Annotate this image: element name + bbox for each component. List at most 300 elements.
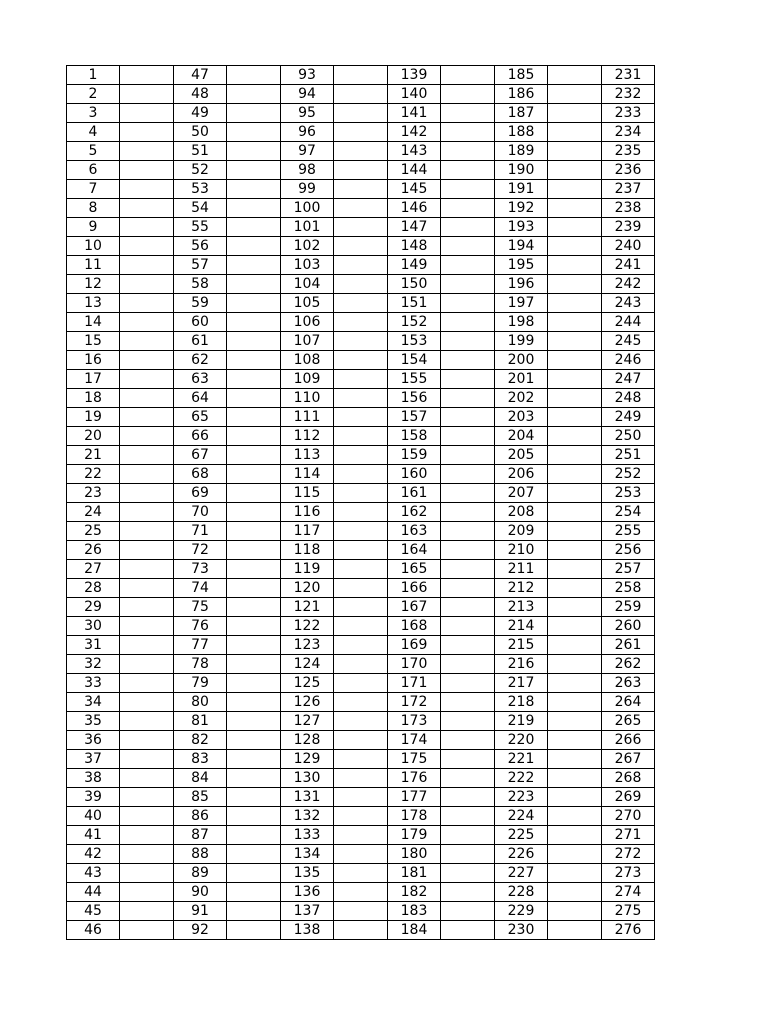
blank-cell [441, 864, 495, 883]
number-cell: 186 [495, 85, 548, 104]
blank-cell [441, 921, 495, 940]
number-cell: 95 [281, 104, 334, 123]
number-cell: 210 [495, 541, 548, 560]
blank-cell [441, 788, 495, 807]
number-cell: 34 [67, 693, 120, 712]
blank-cell [120, 693, 174, 712]
number-cell: 82 [174, 731, 227, 750]
blank-cell [120, 370, 174, 389]
number-cell: 263 [602, 674, 655, 693]
number-cell: 15 [67, 332, 120, 351]
number-cell: 202 [495, 389, 548, 408]
number-cell: 142 [388, 123, 441, 142]
blank-cell [334, 218, 388, 237]
number-cell: 143 [388, 142, 441, 161]
table-row [67, 731, 655, 750]
blank-cell [441, 712, 495, 731]
blank-cell [334, 427, 388, 446]
number-cell: 211 [495, 560, 548, 579]
blank-cell [227, 598, 281, 617]
blank-cell [334, 370, 388, 389]
table-row [67, 712, 655, 731]
number-cell: 241 [602, 256, 655, 275]
blank-cell [120, 522, 174, 541]
blank-cell [441, 446, 495, 465]
number-cell: 204 [495, 427, 548, 446]
number-cell: 103 [281, 256, 334, 275]
blank-cell [334, 484, 388, 503]
blank-cell [334, 256, 388, 275]
blank-cell [227, 275, 281, 294]
blank-cell [120, 769, 174, 788]
number-cell: 80 [174, 693, 227, 712]
number-cell: 92 [174, 921, 227, 940]
blank-cell [441, 693, 495, 712]
blank-cell [120, 446, 174, 465]
number-cell: 275 [602, 902, 655, 921]
blank-cell [227, 845, 281, 864]
number-cell: 73 [174, 560, 227, 579]
blank-cell [548, 883, 602, 902]
table-row [67, 769, 655, 788]
number-cell: 239 [602, 218, 655, 237]
number-cell: 63 [174, 370, 227, 389]
blank-cell [227, 104, 281, 123]
number-cell: 109 [281, 370, 334, 389]
blank-cell [548, 864, 602, 883]
number-cell: 113 [281, 446, 334, 465]
blank-cell [441, 731, 495, 750]
blank-cell [441, 313, 495, 332]
numbered-grid-table [66, 65, 655, 940]
number-cell: 182 [388, 883, 441, 902]
number-cell: 147 [388, 218, 441, 237]
blank-cell [548, 750, 602, 769]
blank-cell [334, 693, 388, 712]
blank-cell [334, 712, 388, 731]
number-cell: 120 [281, 579, 334, 598]
number-cell: 54 [174, 199, 227, 218]
blank-cell [227, 199, 281, 218]
table-row [67, 199, 655, 218]
number-cell: 199 [495, 332, 548, 351]
number-cell: 181 [388, 864, 441, 883]
number-cell: 86 [174, 807, 227, 826]
table-row [67, 142, 655, 161]
blank-cell [227, 313, 281, 332]
blank-cell [548, 522, 602, 541]
number-cell: 188 [495, 123, 548, 142]
number-cell: 249 [602, 408, 655, 427]
blank-cell [441, 598, 495, 617]
blank-cell [227, 522, 281, 541]
number-cell: 231 [602, 66, 655, 85]
blank-cell [441, 275, 495, 294]
number-cell: 78 [174, 655, 227, 674]
number-cell: 140 [388, 85, 441, 104]
blank-cell [548, 712, 602, 731]
number-cell: 2 [67, 85, 120, 104]
number-cell: 161 [388, 484, 441, 503]
blank-cell [334, 389, 388, 408]
number-cell: 102 [281, 237, 334, 256]
number-cell: 84 [174, 769, 227, 788]
number-cell: 214 [495, 617, 548, 636]
table-row [67, 674, 655, 693]
number-cell: 164 [388, 541, 441, 560]
table-row [67, 598, 655, 617]
number-cell: 168 [388, 617, 441, 636]
blank-cell [334, 237, 388, 256]
blank-cell [120, 560, 174, 579]
blank-cell [441, 560, 495, 579]
blank-cell [441, 218, 495, 237]
number-cell: 39 [67, 788, 120, 807]
blank-cell [548, 142, 602, 161]
number-cell: 272 [602, 845, 655, 864]
blank-cell [441, 199, 495, 218]
blank-cell [441, 883, 495, 902]
number-cell: 52 [174, 161, 227, 180]
number-cell: 131 [281, 788, 334, 807]
number-cell: 85 [174, 788, 227, 807]
blank-cell [120, 332, 174, 351]
blank-cell [120, 180, 174, 199]
blank-cell [548, 845, 602, 864]
number-cell: 240 [602, 237, 655, 256]
table-row [67, 275, 655, 294]
number-cell: 108 [281, 351, 334, 370]
number-cell: 79 [174, 674, 227, 693]
number-cell: 8 [67, 199, 120, 218]
number-cell: 224 [495, 807, 548, 826]
blank-cell [120, 351, 174, 370]
table-row [67, 313, 655, 332]
blank-cell [120, 465, 174, 484]
blank-cell [548, 731, 602, 750]
blank-cell [334, 750, 388, 769]
table-row [67, 902, 655, 921]
blank-cell [227, 66, 281, 85]
blank-cell [441, 142, 495, 161]
blank-cell [120, 579, 174, 598]
number-cell: 248 [602, 389, 655, 408]
blank-cell [334, 655, 388, 674]
number-cell: 233 [602, 104, 655, 123]
table-row [67, 351, 655, 370]
number-cell: 258 [602, 579, 655, 598]
blank-cell [227, 180, 281, 199]
number-cell: 107 [281, 332, 334, 351]
blank-cell [120, 85, 174, 104]
number-cell: 124 [281, 655, 334, 674]
number-cell: 10 [67, 237, 120, 256]
number-cell: 125 [281, 674, 334, 693]
table-row [67, 484, 655, 503]
blank-cell [548, 465, 602, 484]
blank-cell [334, 161, 388, 180]
blank-cell [548, 180, 602, 199]
blank-cell [227, 864, 281, 883]
blank-cell [548, 769, 602, 788]
number-cell: 104 [281, 275, 334, 294]
number-cell: 247 [602, 370, 655, 389]
number-cell: 235 [602, 142, 655, 161]
blank-cell [441, 256, 495, 275]
blank-cell [441, 826, 495, 845]
table-row [67, 332, 655, 351]
number-cell: 35 [67, 712, 120, 731]
blank-cell [548, 161, 602, 180]
number-cell: 42 [67, 845, 120, 864]
blank-cell [548, 484, 602, 503]
blank-cell [441, 807, 495, 826]
number-cell: 244 [602, 313, 655, 332]
blank-cell [227, 617, 281, 636]
number-cell: 176 [388, 769, 441, 788]
number-cell: 178 [388, 807, 441, 826]
number-cell: 68 [174, 465, 227, 484]
number-cell: 114 [281, 465, 334, 484]
number-cell: 134 [281, 845, 334, 864]
number-cell: 47 [174, 66, 227, 85]
table-row [67, 427, 655, 446]
table-row [67, 389, 655, 408]
number-cell: 1 [67, 66, 120, 85]
number-cell: 76 [174, 617, 227, 636]
blank-cell [548, 636, 602, 655]
number-cell: 208 [495, 503, 548, 522]
number-cell: 197 [495, 294, 548, 313]
blank-cell [548, 674, 602, 693]
blank-cell [334, 826, 388, 845]
table-row [67, 85, 655, 104]
blank-cell [120, 712, 174, 731]
number-cell: 269 [602, 788, 655, 807]
blank-cell [548, 693, 602, 712]
blank-cell [227, 826, 281, 845]
table-row [67, 921, 655, 940]
number-cell: 53 [174, 180, 227, 199]
blank-cell [227, 465, 281, 484]
table-row [67, 522, 655, 541]
blank-cell [441, 161, 495, 180]
number-cell: 148 [388, 237, 441, 256]
blank-cell [548, 579, 602, 598]
number-cell: 169 [388, 636, 441, 655]
number-cell: 259 [602, 598, 655, 617]
number-cell: 38 [67, 769, 120, 788]
table-row [67, 104, 655, 123]
blank-cell [334, 66, 388, 85]
blank-cell [120, 66, 174, 85]
number-cell: 57 [174, 256, 227, 275]
number-cell: 99 [281, 180, 334, 199]
number-cell: 175 [388, 750, 441, 769]
number-cell: 90 [174, 883, 227, 902]
table-row [67, 807, 655, 826]
number-cell: 89 [174, 864, 227, 883]
number-cell: 122 [281, 617, 334, 636]
number-cell: 166 [388, 579, 441, 598]
blank-cell [227, 332, 281, 351]
number-cell: 226 [495, 845, 548, 864]
blank-cell [227, 674, 281, 693]
number-cell: 160 [388, 465, 441, 484]
number-cell: 206 [495, 465, 548, 484]
number-cell: 117 [281, 522, 334, 541]
number-cell: 123 [281, 636, 334, 655]
number-cell: 273 [602, 864, 655, 883]
number-cell: 37 [67, 750, 120, 769]
number-cell: 190 [495, 161, 548, 180]
blank-cell [548, 85, 602, 104]
number-cell: 28 [67, 579, 120, 598]
blank-cell [548, 788, 602, 807]
number-cell: 171 [388, 674, 441, 693]
blank-cell [120, 674, 174, 693]
number-cell: 87 [174, 826, 227, 845]
blank-cell [441, 541, 495, 560]
blank-cell [334, 769, 388, 788]
blank-cell [334, 522, 388, 541]
number-cell: 138 [281, 921, 334, 940]
blank-cell [120, 218, 174, 237]
table-row [67, 408, 655, 427]
blank-cell [334, 332, 388, 351]
number-cell: 194 [495, 237, 548, 256]
number-cell: 20 [67, 427, 120, 446]
blank-cell [548, 123, 602, 142]
blank-cell [334, 560, 388, 579]
number-cell: 93 [281, 66, 334, 85]
table-row [67, 446, 655, 465]
blank-cell [227, 883, 281, 902]
number-cell: 220 [495, 731, 548, 750]
blank-cell [548, 351, 602, 370]
blank-cell [334, 617, 388, 636]
number-cell: 146 [388, 199, 441, 218]
blank-cell [441, 427, 495, 446]
number-cell: 43 [67, 864, 120, 883]
number-cell: 216 [495, 655, 548, 674]
number-cell: 266 [602, 731, 655, 750]
number-cell: 11 [67, 256, 120, 275]
number-cell: 215 [495, 636, 548, 655]
blank-cell [120, 142, 174, 161]
blank-cell [120, 294, 174, 313]
blank-cell [120, 484, 174, 503]
blank-cell [227, 921, 281, 940]
blank-cell [227, 142, 281, 161]
blank-cell [334, 503, 388, 522]
number-cell: 255 [602, 522, 655, 541]
number-cell: 33 [67, 674, 120, 693]
blank-cell [227, 123, 281, 142]
number-cell: 238 [602, 199, 655, 218]
blank-cell [227, 85, 281, 104]
number-cell: 192 [495, 199, 548, 218]
table-row [67, 655, 655, 674]
number-cell: 46 [67, 921, 120, 940]
number-cell: 209 [495, 522, 548, 541]
number-cell: 60 [174, 313, 227, 332]
number-cell: 270 [602, 807, 655, 826]
number-cell: 276 [602, 921, 655, 940]
blank-cell [120, 161, 174, 180]
number-cell: 158 [388, 427, 441, 446]
blank-cell [227, 294, 281, 313]
blank-cell [334, 541, 388, 560]
table-row [67, 579, 655, 598]
blank-cell [120, 199, 174, 218]
blank-cell [334, 275, 388, 294]
number-cell: 6 [67, 161, 120, 180]
table-row [67, 370, 655, 389]
table-row [67, 845, 655, 864]
number-cell: 274 [602, 883, 655, 902]
number-cell: 230 [495, 921, 548, 940]
blank-cell [227, 788, 281, 807]
number-cell: 62 [174, 351, 227, 370]
blank-cell [441, 104, 495, 123]
number-cell: 74 [174, 579, 227, 598]
number-cell: 40 [67, 807, 120, 826]
number-cell: 201 [495, 370, 548, 389]
number-cell: 184 [388, 921, 441, 940]
blank-cell [120, 902, 174, 921]
number-cell: 71 [174, 522, 227, 541]
blank-cell [334, 313, 388, 332]
number-cell: 260 [602, 617, 655, 636]
number-cell: 94 [281, 85, 334, 104]
number-cell: 221 [495, 750, 548, 769]
number-cell: 144 [388, 161, 441, 180]
table-body [67, 66, 655, 940]
table-row [67, 465, 655, 484]
blank-cell [334, 788, 388, 807]
blank-cell [441, 484, 495, 503]
number-cell: 212 [495, 579, 548, 598]
number-cell: 75 [174, 598, 227, 617]
number-cell: 217 [495, 674, 548, 693]
number-cell: 137 [281, 902, 334, 921]
number-cell: 234 [602, 123, 655, 142]
number-cell: 9 [67, 218, 120, 237]
blank-cell [227, 541, 281, 560]
blank-cell [227, 256, 281, 275]
blank-cell [227, 902, 281, 921]
table-row [67, 636, 655, 655]
number-cell: 21 [67, 446, 120, 465]
blank-cell [227, 446, 281, 465]
blank-cell [120, 826, 174, 845]
blank-cell [120, 256, 174, 275]
blank-cell [441, 617, 495, 636]
blank-cell [120, 864, 174, 883]
blank-cell [334, 636, 388, 655]
number-cell: 141 [388, 104, 441, 123]
blank-cell [334, 104, 388, 123]
number-cell: 163 [388, 522, 441, 541]
number-cell: 3 [67, 104, 120, 123]
blank-cell [227, 769, 281, 788]
number-cell: 106 [281, 313, 334, 332]
number-cell: 116 [281, 503, 334, 522]
table-row [67, 294, 655, 313]
number-cell: 157 [388, 408, 441, 427]
number-cell: 18 [67, 389, 120, 408]
